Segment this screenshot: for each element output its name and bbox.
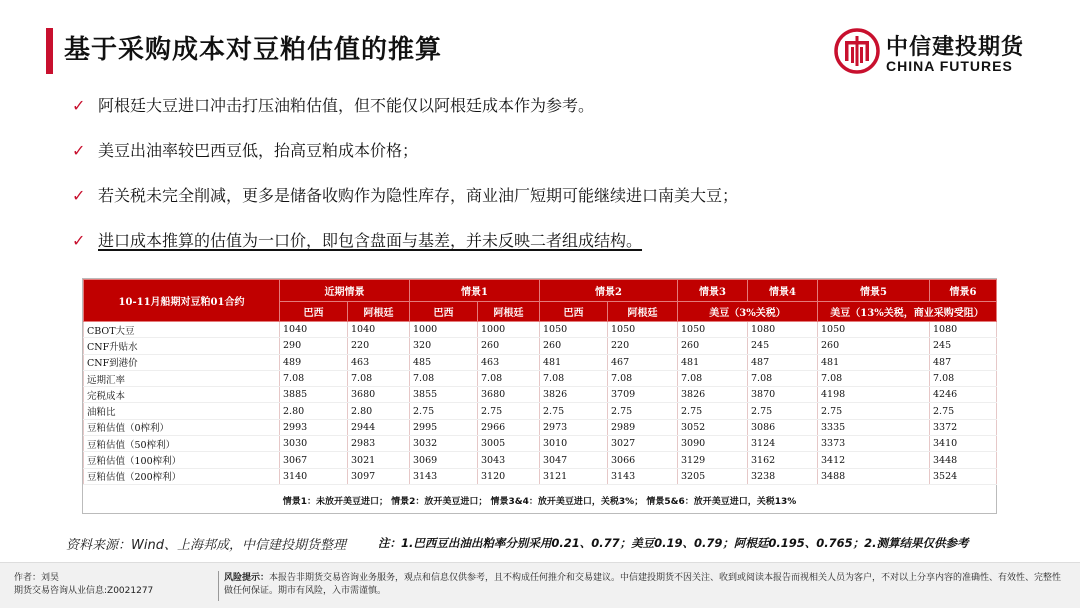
title-accent-bar [46,28,53,74]
table-cell: 320 [410,338,478,354]
scenario-header: 情景3 [678,280,748,302]
table-cell: 2966 [478,419,540,435]
table-cell: 1000 [410,322,478,338]
table-row [84,436,997,452]
table-cell: 3124 [748,436,818,452]
table-row [84,468,997,484]
table-cell: 3090 [678,436,748,452]
table-cell: 487 [930,354,997,370]
table-cell: 3826 [678,387,748,403]
scenario-header: 情景4 [748,280,818,302]
table-cell: 3066 [608,452,678,468]
risk-disclaimer [224,572,1064,598]
check-icon: ✓ [72,141,86,160]
table-cell: 2.80 [280,403,348,419]
origin-header: 美豆（3%关税） [678,302,818,322]
table-cell: 2944 [348,419,410,435]
row-label: 远期汇率 [84,370,280,386]
bullet-item [72,227,1032,272]
bullet-text: 进口成本推算的估值为一口价，即包含盘面与基差，并未反映二者组成结构。 [98,231,643,250]
table-cell: 463 [348,354,410,370]
table-cell: 2.75 [478,403,540,419]
table-cell: 481 [540,354,608,370]
author-info [14,572,153,598]
table-cell: 2973 [540,419,608,435]
footer-divider [218,571,219,601]
table-cell: 481 [678,354,748,370]
row-label: 完税成本 [84,387,280,403]
table-cell: 3372 [930,419,997,435]
bullet-item [72,92,1032,137]
table-row [84,452,997,468]
table-cell: 4198 [818,387,930,403]
table-cell: 463 [478,354,540,370]
table-cell: 3410 [930,436,997,452]
table-cell: 3205 [678,468,748,484]
table-cell: 7.08 [280,370,348,386]
table-cell: 3140 [280,468,348,484]
table-cell: 3143 [410,468,478,484]
table-cell: 3005 [478,436,540,452]
logo-english-name: CHINA FUTURES [886,58,1013,74]
table-cell: 1040 [280,322,348,338]
table-cell: 467 [608,354,678,370]
table-row [84,338,997,354]
table-cell: 7.08 [748,370,818,386]
bullet-text: 若关税未完全削减，更多是储备收购作为隐性库存，商业油厂短期可能继续进口南美大豆； [98,186,739,205]
table-cell: 3086 [748,419,818,435]
row-label: 豆粕估值（50榨利） [84,436,280,452]
table-cell: 2.75 [678,403,748,419]
table-cell: 260 [540,338,608,354]
table-cell: 3097 [348,468,410,484]
origin-header: 巴西 [410,302,478,322]
table-cell: 3027 [608,436,678,452]
table-cell: 3680 [478,387,540,403]
row-label: 豆粕估值（100榨利） [84,452,280,468]
table-cell: 3032 [410,436,478,452]
table-cell: 1050 [608,322,678,338]
table-cell: 1050 [818,322,930,338]
table-cell: 220 [608,338,678,354]
table-cell: 1040 [348,322,410,338]
table-cell: 7.08 [930,370,997,386]
page-footer [0,562,1080,608]
table-cell: 2.75 [540,403,608,419]
row-label: CNF到港价 [84,354,280,370]
table-cell: 3855 [410,387,478,403]
table-cell: 2.75 [748,403,818,419]
table-cell: 7.08 [540,370,608,386]
table-cell: 1080 [930,322,997,338]
valuation-grid [83,279,997,485]
table-cell: 7.08 [818,370,930,386]
table-cell: 3129 [678,452,748,468]
table-cell: 3238 [748,468,818,484]
table-cell: 245 [930,338,997,354]
bullet-list [72,92,1032,272]
scenario-header: 近期情景 [280,280,410,302]
table-cell: 3826 [540,387,608,403]
check-icon: ✓ [72,96,86,115]
bullet-text: 阿根廷大豆进口冲击打压油粕估值，但不能仅以阿根廷成本作为参考。 [98,96,595,115]
table-cell: 3335 [818,419,930,435]
table-row [84,370,997,386]
table-cell: 3121 [540,468,608,484]
table-cell: 2.80 [348,403,410,419]
row-label: 豆粕估值（0榨利） [84,419,280,435]
table-cell: 481 [818,354,930,370]
table-cell: 3885 [280,387,348,403]
table-cell: 260 [478,338,540,354]
bullet-text: 美豆出油率较巴西豆低，抬高豆粕成本价格； [98,141,419,160]
table-cell: 3870 [748,387,818,403]
table-cell: 3052 [678,419,748,435]
table-cell: 1000 [478,322,540,338]
table-row [84,403,997,419]
table-cell: 220 [348,338,410,354]
scenario-header: 情景2 [540,280,678,302]
page-title: 基于采购成本对豆粕估值的推算 [64,35,443,65]
logo-chinese-name: 中信建投期货 [886,35,1025,60]
table-cell: 1050 [678,322,748,338]
table-cell: 3143 [608,468,678,484]
table-cell: 3448 [930,452,997,468]
table-cell: 7.08 [410,370,478,386]
origin-header: 阿根廷 [608,302,678,322]
row-label: CBOT大豆 [84,322,280,338]
row-label: 油粕比 [84,403,280,419]
check-icon: ✓ [72,186,86,205]
table-cell: 245 [748,338,818,354]
table-cell: 290 [280,338,348,354]
table-cell: 2989 [608,419,678,435]
table-cell: 7.08 [478,370,540,386]
table-cell: 3069 [410,452,478,468]
origin-header: 阿根廷 [348,302,410,322]
table-cell: 3680 [348,387,410,403]
table-cell: 2.75 [410,403,478,419]
table-cell: 3043 [478,452,540,468]
table-cell: 485 [410,354,478,370]
table-cell: 3709 [608,387,678,403]
table-cell: 2.75 [930,403,997,419]
risk-label: 风险提示： [224,573,270,583]
scenario-header: 情景6 [930,280,997,302]
table-cell: 2983 [348,436,410,452]
table-cell: 3412 [818,452,930,468]
company-logo [834,28,1034,78]
table-corner-header: 10-11月船期对豆粕01合约 [84,280,280,322]
table-cell: 3120 [478,468,540,484]
footnote: 注：1.巴西豆出油出粕率分别采用0.21、0.77；美豆0.19、0.79；阿根廷0.195、0.765；2.测算结果仅供参考 [378,536,969,550]
table-cell: 7.08 [678,370,748,386]
table-cell: 3488 [818,468,930,484]
table-body [84,322,997,485]
citic-logo-icon [834,28,880,74]
table-row [84,387,997,403]
origin-header: 巴西 [540,302,608,322]
data-source: 资料来源：Wind、上海邦成，中信建投期货整理 [66,538,346,553]
table-row [84,419,997,435]
origin-header: 巴西 [280,302,348,322]
author-qualification: 期货交易咨询从业信息:Z0021277 [14,586,154,596]
table-cell: 3524 [930,468,997,484]
scenario-header: 情景1 [410,280,540,302]
table-cell: 260 [818,338,930,354]
table-cell: 3030 [280,436,348,452]
author-name: 作者：刘昊 [14,573,60,583]
valuation-table [82,278,997,514]
table-cell: 3373 [818,436,930,452]
table-row [84,322,997,338]
table-cell: 7.08 [348,370,410,386]
row-label: CNF升贴水 [84,338,280,354]
table-cell: 2995 [410,419,478,435]
table-cell: 2993 [280,419,348,435]
table-row [84,354,997,370]
table-cell: 260 [678,338,748,354]
origin-header: 阿根廷 [478,302,540,322]
table-cell: 3010 [540,436,608,452]
scenario-header: 情景5 [818,280,930,302]
table-cell: 7.08 [608,370,678,386]
table-cell: 1080 [748,322,818,338]
bullet-item [72,137,1032,182]
table-cell: 3021 [348,452,410,468]
row-label: 豆粕估值（200榨利） [84,468,280,484]
origin-header: 美豆（13%关税，商业采购受阻） [818,302,997,322]
bullet-item [72,182,1032,227]
table-cell: 3067 [280,452,348,468]
scenario-note: 情景1：未放开美豆进口； 情景2：放开美豆进口； 情景3&4：放开美豆进口，关税3%； 情景5&6：放开美豆进口，关税13% [282,497,797,507]
table-cell: 2.75 [818,403,930,419]
table-cell: 3047 [540,452,608,468]
table-cell: 487 [748,354,818,370]
table-cell: 2.75 [608,403,678,419]
table-cell: 1050 [540,322,608,338]
table-cell: 4246 [930,387,997,403]
risk-text: 本报告非期货交易咨询业务服务，观点和信息仅供参考，且不构成任何推介和交易建议。中信建投期货不因关注、收到或阅读本报告而视相关人员为客户，不对以上分享内容的准确性、有效性、完整性做任何保证。期市有风险，入市需谨慎。 [224,573,1062,596]
check-icon: ✓ [72,231,86,250]
table-cell: 489 [280,354,348,370]
table-cell: 3162 [748,452,818,468]
